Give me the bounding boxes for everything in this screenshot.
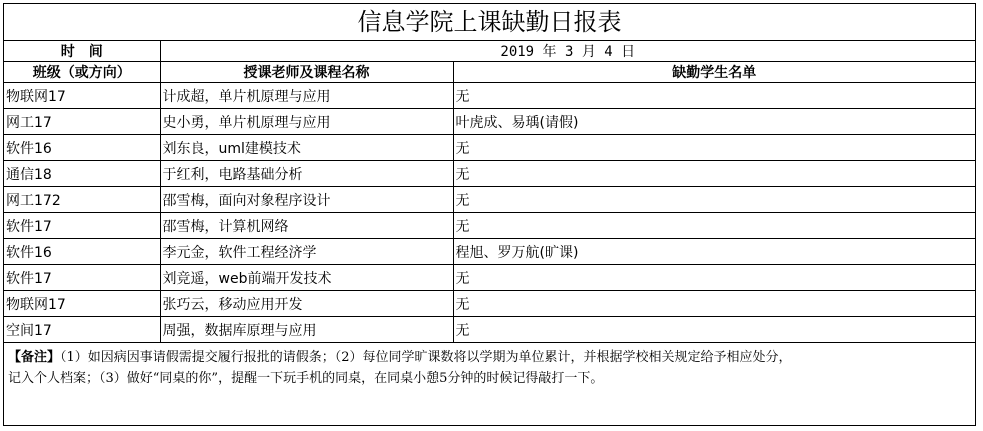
table-row: [4, 291, 975, 317]
cell-absent: 无: [453, 265, 975, 291]
cell-absent: 无: [453, 135, 975, 161]
table-row: [4, 109, 975, 135]
cell-class: 网工172: [4, 187, 160, 213]
cell-class: 空间17: [4, 317, 160, 343]
cell-absent: 叶虎成、易瑀(请假): [453, 109, 975, 135]
cell-class: 网工17: [4, 109, 160, 135]
cell-class: 物联网17: [4, 291, 160, 317]
header-absent: 缺勤学生名单: [453, 62, 975, 83]
header-teacher-course: 授课老师及课程名称: [160, 62, 453, 83]
cell-class: 通信18: [4, 161, 160, 187]
cell-teacher-course: 于红利，电路基础分析: [160, 161, 453, 187]
cell-teacher-course: 计成超，单片机原理与应用: [160, 83, 453, 109]
table-row: [4, 135, 975, 161]
cell-class: 软件16: [4, 239, 160, 265]
attendance-report-sheet: [3, 3, 976, 426]
time-row: [4, 41, 975, 62]
cell-teacher-course: 周强，数据库原理与应用: [160, 317, 453, 343]
remarks-label: 【备注】: [8, 350, 61, 365]
report-title: 信息学院上课缺勤日报表: [4, 4, 975, 41]
cell-class: 软件17: [4, 213, 160, 239]
cell-absent: 无: [453, 213, 975, 239]
remarks-line-2: 记入个人档案；（3）做好“同桌的你”，提醒一下玩手机的同桌，在同桌小憩5分钟的时候记得敲打一下。: [8, 371, 604, 386]
cell-teacher-course: 李元金，软件工程经济学: [160, 239, 453, 265]
cell-teacher-course: 邵雪梅，面向对象程序设计: [160, 187, 453, 213]
cell-teacher-course: 邵雪梅，计算机网络: [160, 213, 453, 239]
table-row: [4, 161, 975, 187]
cell-absent: 程旭、罗万航(旷课): [453, 239, 975, 265]
time-label: 时 间: [4, 41, 160, 62]
cell-absent: 无: [453, 291, 975, 317]
remarks-text-1: （1）如因病因事请假需提交履行报批的请假条；（2）每位同学旷课数将以学期为单位累计，并根据学校相关规定给予相应处分，: [60, 350, 792, 365]
table-row: [4, 239, 975, 265]
cell-absent: 无: [453, 187, 975, 213]
table-row: [4, 213, 975, 239]
table-row: [4, 265, 975, 291]
cell-teacher-course: 刘竞遥，web前端开发技术: [160, 265, 453, 291]
remarks: [4, 343, 975, 389]
header-row: [4, 62, 975, 83]
cell-absent: 无: [453, 317, 975, 343]
table-row: [4, 317, 975, 343]
cell-absent: 无: [453, 161, 975, 187]
cell-class: 软件17: [4, 265, 160, 291]
cell-teacher-course: 张巧云，移动应用开发: [160, 291, 453, 317]
report-date: 2019 年 3 月 4 日: [160, 41, 975, 62]
table-row: [4, 187, 975, 213]
header-class: 班级（或方向）: [4, 62, 160, 83]
table-row: [4, 83, 975, 109]
cell-class: 软件16: [4, 135, 160, 161]
attendance-table: [4, 41, 975, 343]
cell-teacher-course: 史小勇，单片机原理与应用: [160, 109, 453, 135]
cell-class: 物联网17: [4, 83, 160, 109]
cell-absent: 无: [453, 83, 975, 109]
remarks-line-1: [8, 347, 971, 368]
cell-teacher-course: 刘东良，uml建模技术: [160, 135, 453, 161]
